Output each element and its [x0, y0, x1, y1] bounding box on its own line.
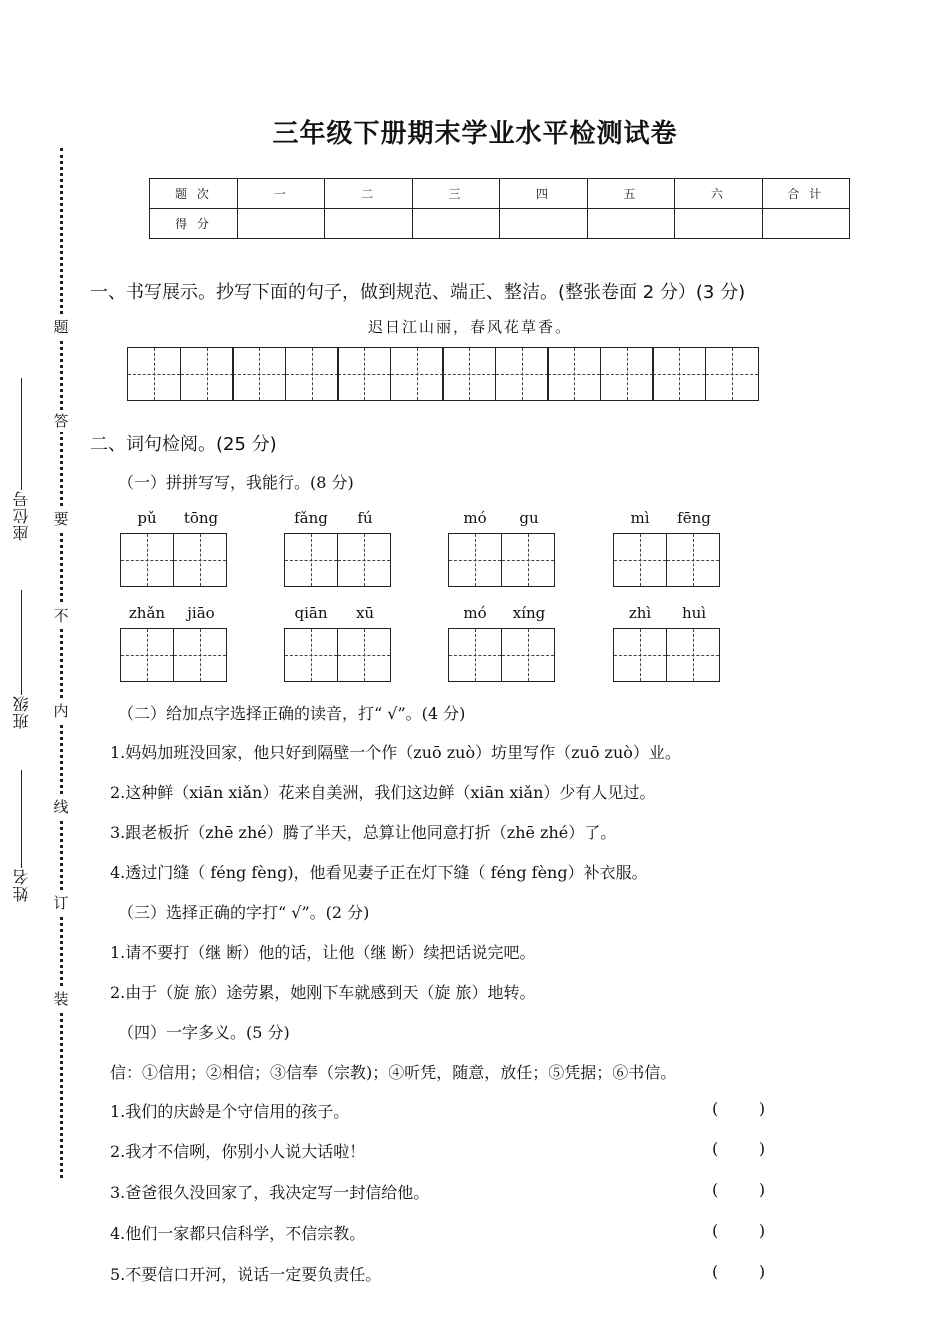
- writing-cell[interactable]: [652, 347, 706, 401]
- pinyin-word[interactable]: [613, 509, 721, 587]
- score-table: [149, 178, 850, 239]
- writing-cell[interactable]: [127, 347, 181, 401]
- writing-cell[interactable]: [666, 628, 720, 682]
- table-cell: 五: [587, 179, 674, 209]
- class-label: 班级: [11, 695, 31, 729]
- table-cell: 得 分: [150, 209, 238, 239]
- writing-cell[interactable]: [284, 533, 338, 587]
- part1-label: （一）拼拼写写，我能行。(8 分): [118, 473, 354, 492]
- writing-cell[interactable]: [285, 347, 339, 401]
- table-cell: 一: [238, 179, 325, 209]
- question-item: 2.我才不信咧，你别小人说大话啦！: [110, 1142, 366, 1161]
- pinyin: mó: [463, 604, 487, 622]
- class-field[interactable]: [10, 590, 32, 729]
- pinyin-word[interactable]: [284, 604, 392, 682]
- section1-heading: 一、书写展示。抄写下面的句子，做到规范、端正、整洁。(整张卷面 2 分）(3 分): [90, 282, 746, 303]
- table-cell: 四: [500, 179, 587, 209]
- score-input-cell[interactable]: [412, 209, 499, 239]
- score-input-cell[interactable]: [238, 209, 325, 239]
- writing-cell[interactable]: [613, 628, 667, 682]
- part3-label: （三）选择正确的字打“ √”。(2 分): [118, 903, 370, 922]
- writing-cell[interactable]: [547, 347, 601, 401]
- seat-number-label: 座位号: [11, 490, 31, 541]
- binding-dotted-line: [60, 148, 63, 1178]
- pinyin: fēng: [677, 509, 711, 527]
- pinyin: qiān: [294, 604, 328, 622]
- answer-blank[interactable]: ( ): [712, 1262, 766, 1281]
- pinyin: xū: [355, 604, 375, 622]
- name-label: 姓名: [11, 868, 31, 902]
- writing-cell[interactable]: [120, 628, 174, 682]
- writing-cell[interactable]: [337, 628, 391, 682]
- question-item: 4.他们一家都只信科学，不信宗教。: [110, 1224, 366, 1243]
- answer-blank[interactable]: ( ): [712, 1139, 766, 1158]
- pinyin: gu: [519, 509, 539, 527]
- table-row: [150, 209, 850, 239]
- pinyin-word[interactable]: [120, 509, 228, 587]
- pinyin: huì: [681, 604, 707, 622]
- seat-number-field[interactable]: [10, 378, 32, 541]
- table-cell: 三: [412, 179, 499, 209]
- section2-heading: 二、词句检阅。(25 分): [90, 434, 277, 455]
- writing-cell[interactable]: [232, 347, 286, 401]
- table-cell: 二: [325, 179, 412, 209]
- pinyin: jiāo: [187, 604, 215, 622]
- pinyin: fǎng: [294, 509, 328, 527]
- seal-word: 要: [53, 510, 69, 528]
- seal-word: 不: [53, 607, 69, 625]
- writing-cell[interactable]: [613, 533, 667, 587]
- question-item: 3.爸爸很久没回家了，我决定写一封信给他。: [110, 1183, 430, 1202]
- writing-cell[interactable]: [501, 628, 555, 682]
- pinyin-word[interactable]: [448, 509, 556, 587]
- pinyin: pǔ: [137, 509, 157, 527]
- seal-word: 订: [53, 894, 69, 912]
- seal-word: 答: [53, 412, 69, 430]
- pinyin: mì: [630, 509, 650, 527]
- pinyin: zhǎn: [128, 604, 166, 622]
- question-item[interactable]: 2.由于（旋 旅）途劳累，她刚下车就感到天（旋 旅）地转。: [110, 983, 536, 1002]
- pinyin-word[interactable]: [120, 604, 228, 682]
- pinyin: fú: [357, 509, 373, 527]
- answer-blank[interactable]: ( ): [712, 1180, 766, 1199]
- pinyin: tōng: [183, 509, 219, 527]
- table-row: [150, 179, 850, 209]
- question-item: 5.不要信口开河，说话一定要负责任。: [110, 1265, 382, 1284]
- pinyin: mó: [463, 509, 487, 527]
- seal-word: 线: [53, 798, 69, 816]
- question-item[interactable]: 1.请不要打（继 断）他的话，让他（继 断）续把话说完吧。: [110, 943, 536, 962]
- writing-cell[interactable]: [173, 628, 227, 682]
- part2-label: （二）给加点字选择正确的读音，打“ √”。(4 分): [118, 704, 466, 723]
- writing-cell[interactable]: [337, 347, 391, 401]
- score-input-cell[interactable]: [675, 209, 762, 239]
- seal-word: 装: [53, 990, 69, 1008]
- table-cell: 合 计: [762, 179, 849, 209]
- question-item: 1.我们的庆龄是个守信用的孩子。: [110, 1102, 350, 1121]
- score-input-cell[interactable]: [587, 209, 674, 239]
- question-item[interactable]: 4.透过门缝（ féng fèng)，他看见妻子正在灯下缝（ féng fèng）补衣服。: [110, 863, 648, 882]
- score-input-cell[interactable]: [500, 209, 587, 239]
- writing-cell[interactable]: [666, 533, 720, 587]
- writing-cell[interactable]: [448, 533, 502, 587]
- seal-word: 题: [53, 318, 69, 336]
- writing-cell[interactable]: [495, 347, 549, 401]
- writing-cell[interactable]: [120, 533, 174, 587]
- pinyin-word[interactable]: [613, 604, 721, 682]
- table-cell: 六: [675, 179, 762, 209]
- pinyin-word[interactable]: [448, 604, 556, 682]
- writing-cell[interactable]: [390, 347, 444, 401]
- answer-blank[interactable]: ( ): [712, 1221, 766, 1240]
- writing-cell[interactable]: [284, 628, 338, 682]
- name-field[interactable]: [10, 770, 32, 902]
- score-input-cell[interactable]: [762, 209, 849, 239]
- score-input-cell[interactable]: [325, 209, 412, 239]
- writing-cell[interactable]: [448, 628, 502, 682]
- answer-blank[interactable]: ( ): [712, 1099, 766, 1118]
- pinyin: xíng: [512, 604, 546, 622]
- writing-cell[interactable]: [180, 347, 234, 401]
- seal-word: 内: [53, 702, 69, 720]
- writing-cell[interactable]: [501, 533, 555, 587]
- writing-cell[interactable]: [705, 347, 759, 401]
- pinyin: zhì: [628, 604, 652, 622]
- writing-cell[interactable]: [442, 347, 496, 401]
- meanings-list: 信：①信用；②相信；③信奉（宗教)；④听凭，随意，放任；⑤凭据；⑥书信。: [110, 1063, 677, 1082]
- part4-label: （四）一字多义。(5 分): [118, 1023, 290, 1042]
- question-item[interactable]: 1.妈妈加班没回家，他只好到隔壁一个作（zuō zuò）坊里写作（zuō zuò）业。: [110, 743, 681, 762]
- exam-title: 三年级下册期末学业水平检测试卷: [272, 119, 678, 149]
- writing-cell[interactable]: [600, 347, 654, 401]
- writing-cell[interactable]: [173, 533, 227, 587]
- copy-sentence: 迟日江山丽，春风花草香。: [367, 318, 572, 336]
- writing-grid[interactable]: [127, 347, 759, 401]
- question-item[interactable]: 2.这种鲜（xiān xiǎn）花来自美洲，我们这边鲜（xiān xiǎn）少有人见过。: [110, 783, 656, 802]
- table-cell: 题 次: [150, 179, 238, 209]
- writing-cell[interactable]: [337, 533, 391, 587]
- pinyin-word[interactable]: [284, 509, 392, 587]
- question-item[interactable]: 3.跟老板折（zhē zhé）腾了半天，总算让他同意打折（zhē zhé）了。: [110, 823, 617, 842]
